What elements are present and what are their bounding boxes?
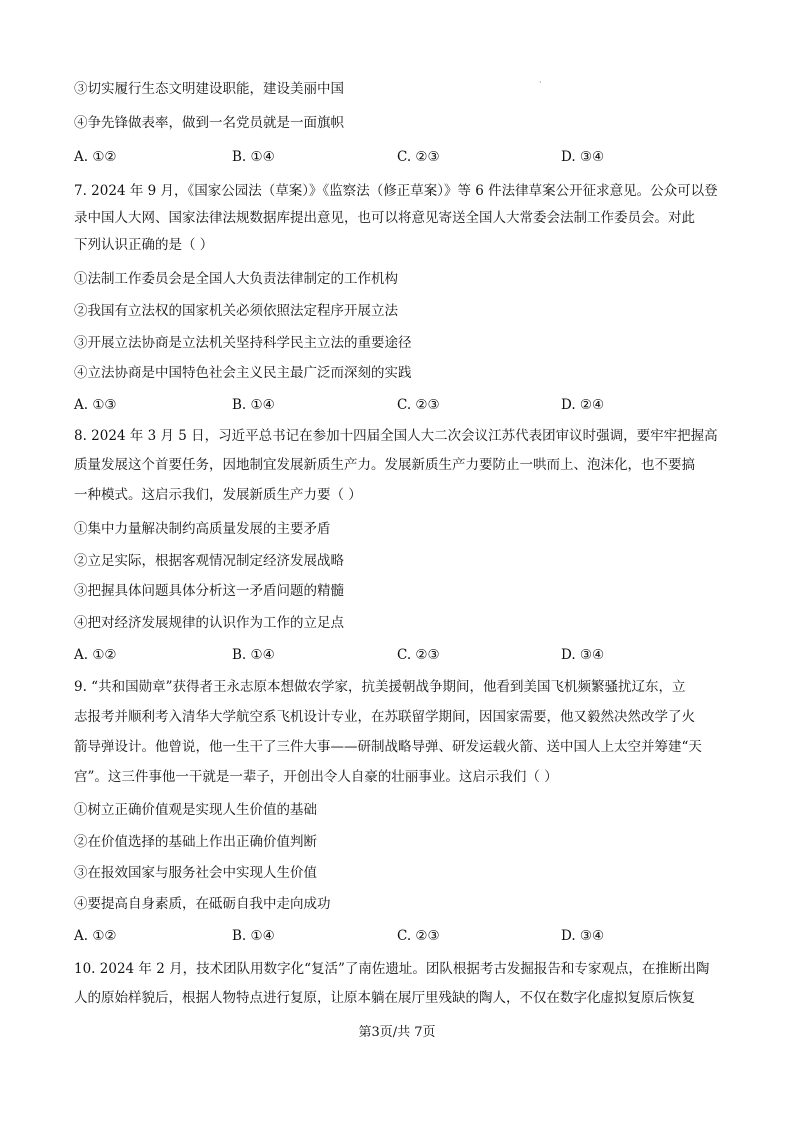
- page-number: 第3页/共 7页: [358, 1025, 436, 1040]
- q8-item-1: ①集中力量解决制约高质量发展的主要矛盾: [74, 521, 331, 537]
- option-d: D. ③④: [561, 647, 605, 663]
- q8-stem-line-1: 8. 2024 年 3 月 5 日，习近平总书记在参加十四届全国人大二次会议江苏代表团审议时强调，要牢牢把握高: [74, 428, 718, 444]
- top-item-4: ④争先锋做表率，做到一名党员就是一面旗帜: [74, 115, 344, 131]
- q9-item-3: ③在报效国家与服务社会中实现人生价值: [74, 865, 317, 881]
- option-d: D. ②④: [561, 397, 605, 413]
- top-options: [74, 146, 734, 168]
- scan-dot: ·: [539, 78, 542, 87]
- q7-stem-line-3: 下列认识正确的是（ ）: [74, 237, 214, 253]
- q9-stem-line-3: 箭导弹设计。他曾说，他一生干了三件大事——研制战略导弹、研发运载火箭、送中国人上太空并筹建“天: [74, 739, 702, 755]
- q7-item-1: ①法制工作委员会是全国人大负责法律制定的工作机构: [74, 271, 398, 287]
- q8-item-3: ③把握具体问题具体分析这一矛盾问题的精髓: [74, 583, 344, 599]
- option-a: A. ①②: [74, 149, 117, 165]
- q8-item-4: ④把对经济发展规律的认识作为工作的立足点: [74, 615, 344, 631]
- q7-item-3: ③开展立法协商是立法机关坚持科学民主立法的重要途径: [74, 335, 412, 351]
- option-d: D. ③④: [561, 928, 605, 944]
- q7-stem-line-1: 7. 2024 年 9 月，《国家公园法（草案）》《监察法（修正草案）》等 6 件法律草案公开征求意见。公众可以登: [74, 183, 718, 199]
- q9-stem-line-4: 宫”。这三件事他一干就是一辈子，开创出令人自豪的壮丽事业。这启示我们（ ）: [74, 769, 558, 785]
- q9-item-2: ②在价值选择的基础上作出正确价值判断: [74, 834, 317, 850]
- option-c: C. ②③: [397, 647, 440, 663]
- option-d: D. ③④: [561, 149, 605, 165]
- top-item-3: ③切实履行生态文明建设职能，建设美丽中国: [74, 81, 344, 97]
- option-a: A. ①②: [74, 928, 117, 944]
- q7-stem-line-2: 录中国人大网、国家法律法规数据库提出意见，也可以将意见寄送全国人大常委会法制工作委员会。对此: [74, 210, 695, 226]
- q8-stem-line-3: 一种模式。这启示我们，发展新质生产力要（ ）: [74, 487, 362, 503]
- q9-stem-line-1: 9. “共和国勋章”获得者王永志原本想做农学家，抗美援朝战争期间，他看到美国飞机频繁骚扰辽东，立: [74, 679, 686, 695]
- option-a: A. ①②: [74, 647, 117, 663]
- q9-item-1: ①树立正确价值观是实现人生价值的基础: [74, 802, 317, 818]
- q9-item-4: ④要提高自身素质，在砥砺自我中走向成功: [74, 896, 331, 912]
- q7-item-4: ④立法协商是中国特色社会主义民主最广泛而深刻的实践: [74, 365, 412, 381]
- option-b: B. ①④: [232, 397, 275, 413]
- q9-stem-line-2: 志报考并顺利考入清华大学航空系飞机设计专业，在苏联留学期间，因国家需要，他又毅然决然改学了火: [74, 709, 695, 725]
- q8-item-2: ②立足实际，根据客观情况制定经济发展战略: [74, 553, 344, 569]
- option-b: B. ①④: [232, 928, 275, 944]
- q9-options: [74, 925, 734, 947]
- q10-stem-line-1: 10. 2024 年 2 月，技术团队用数字化“复活”了南佐遗址。团队根据考古发掘报告和专家观点，在推断出陶: [74, 961, 710, 977]
- q7-options: [74, 394, 734, 416]
- q8-options: [74, 644, 734, 666]
- q10-stem-line-2: 人的原始样貌后，根据人物特点进行复原，让原本躺在展厅里残缺的陶人，不仅在数字化虚拟复原后恢复: [74, 990, 695, 1006]
- option-b: B. ①④: [232, 149, 275, 165]
- option-b: B. ①④: [232, 647, 275, 663]
- q7-item-2: ②我国有立法权的国家机关必须依照法定程序开展立法: [74, 303, 398, 319]
- option-a: A. ①③: [74, 397, 117, 413]
- option-c: C. ②③: [397, 928, 440, 944]
- option-c: C. ②③: [397, 397, 440, 413]
- q8-stem-line-2: 质量发展这个首要任务，因地制宜发展新质生产力。发展新质生产力要防止一哄而上、泡沫化，也不要搞: [74, 457, 695, 473]
- option-c: C. ②③: [397, 149, 440, 165]
